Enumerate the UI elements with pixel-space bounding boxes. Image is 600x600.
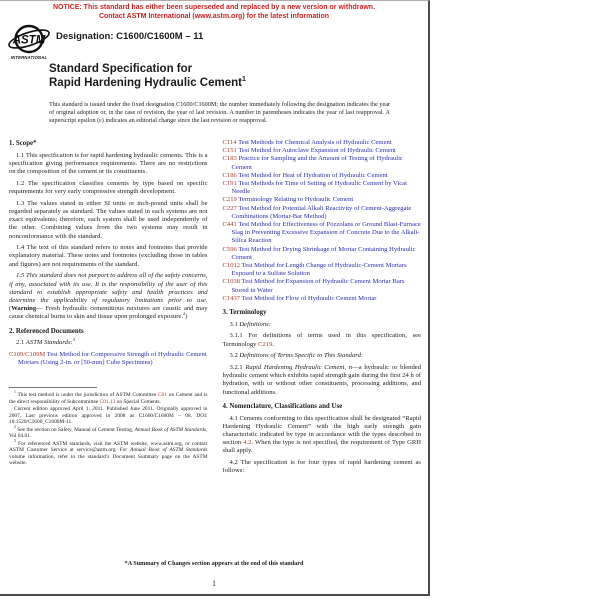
notice-line-2: Contact ASTM International (www.astm.org) for the latest information	[98, 12, 330, 20]
left-column	[9, 139, 208, 479]
ref-link-C219[interactable]: C219	[222, 196, 237, 204]
title-footnote-marker: 1	[241, 75, 246, 83]
reference-entry	[223, 246, 422, 262]
paragraph: 2.1 ASTM Standards:$^3$	[16, 337, 75, 347]
reference-entry	[223, 139, 422, 147]
astm-logo	[6, 24, 52, 60]
ref-title: Test Method for Effectiveness of Pozzolans or Ground Blast-Furnace Slag in Preventing Excessive Expansion of Concrete Due to the Alkali-Silica Reaction	[231, 221, 421, 245]
reference-entry	[223, 147, 422, 155]
ref-title: Test Method for Flow of Hydraulic Cement Mortar	[240, 294, 377, 302]
ref-link-C01.13[interactable]: C01.13	[99, 398, 116, 405]
doc-title-line-2: Rapid Hardening Hydraulic Cement$^1$	[49, 75, 246, 89]
body-columns	[9, 139, 421, 479]
ref-link-C186[interactable]: C186	[222, 171, 237, 179]
reference-entry	[223, 278, 422, 294]
ref-link-C191[interactable]: C191	[222, 180, 237, 188]
ref-title: Test Method for Drying Shrinkage of Mortar Containing Hydraulic Cement	[231, 245, 416, 261]
reference-entry	[223, 155, 422, 171]
reference-entry	[223, 196, 422, 204]
ref-link-C1012[interactable]: C1012	[222, 262, 241, 270]
paragraph: 1.3 The values stated in either SI units or inch-pound units shall be regarded separately as standard. The values stated in each systems are not exact equivalents; therefore, each system shall be used independently of the other. Combining values from the two systems may result in nonconformance with the standard.	[9, 199, 208, 240]
reference-entry	[223, 172, 422, 180]
footnote: Current edition approved April 1, 2011. Published June 2011. Originally approved in 2007. Last previous edition approved in 2008 as C1600/C1600M – 08. DOI: 10.1520/C1600_C1600M-11.	[9, 406, 208, 426]
paragraph: 4.2 The specification is for four types of rapid hardening cement as follows:	[222, 459, 421, 475]
doc-title	[49, 63, 246, 90]
ref-link-C227[interactable]: C227	[222, 204, 237, 212]
ref-title: Practice for Sampling and the Amount of Testing of Hydraulic Cement	[231, 155, 403, 171]
ref-title: Test Method for Potential Alkali Reactivity of Cement-Aggregate Combinations (Mortar-Bar Method)	[231, 204, 412, 220]
paragraph: 1.5 This standard does not purport to address all of the safety concerns, if any, associated with its use. It is the responsibility of the user of this standard to establish appropriate safety and health practices and determine the applicability of regulatory limitations prior to use. (Warning— Fresh hydraulic cementitious mixtures are caustic and may cause chemical burns to skin and tissue upon prolonged exposure.$^2$)	[9, 272, 208, 321]
paragraph: 3.1.1 For definitions of terms used in this specification, see Terminology C219.	[222, 332, 421, 348]
superseded-notice	[0, 4, 428, 21]
footnote: $^1$ This test method is under the jurisdiction of ASTM Committee C01 on Cement and is the direct responsibility of Subcommittee C01.13 on Special Cements.	[9, 390, 208, 405]
paragraph: 1.4 The text of this standard refers to notes and footnotes that provide explanatory material. These notes and footnotes (excluding those in tables and figures) are not requirements of the standard.	[9, 244, 208, 268]
ref-link-C109/C109M[interactable]: C109/C109M	[9, 350, 46, 358]
section-heading: 3. Terminology	[222, 309, 267, 317]
ref-title: Test Method for Compressive Strength of Hydraulic Cement Mortars (Using 2-in. or [50-mm] Cube Specimens)	[18, 350, 207, 367]
paragraph: 1.2 The specification classifies cements by type based on specific requirements for very early compressive strength development.	[9, 179, 208, 196]
paragraph: 3.1 Definitions:	[229, 320, 271, 328]
intro-paragraph: This standard is issued under the fixed designation C1600/C1600M; the number immediately following the designation indicates the year of original adoption or, in the case of revision, the year of last revision. A number in parentheses indicates the year of last reapproval. A superscript epsilon (ε) indicates an editorial change since the last revision or reapproval.	[49, 101, 390, 124]
reference-entry	[9, 351, 208, 367]
svg-text:ASTM: ASTM	[12, 34, 46, 47]
ref-link-C219[interactable]: C219	[258, 340, 273, 348]
paragraph: 1.1 This specification is for rapid hardening hydraulic cements. This is a specification giving performance requirements. There are no restrictions on the composition of the cement or its constituents.	[9, 151, 208, 176]
doc-title-line-1: Standard Specification for	[49, 63, 193, 75]
paragraph: 3.2.1 Rapid Hardening Hydraulic Cement, n—a hydraulic or blended hydraulic cement which exhibits rapid strength gain during the first 24 h of hydration, with or without other constituents, processing additions, and functional additions.	[222, 364, 421, 396]
designation-text: Designation: C1600/C1600M – 11	[56, 31, 204, 42]
ref-link-4.2[interactable]: 4.2	[243, 439, 252, 447]
ref-title: Terminology Relating to Hydraulic Cement	[236, 196, 354, 204]
section-heading: 4. Nomenclature, Classifications and Use	[222, 402, 343, 410]
footnote: $^2$ See the section on Safety, Manual of Cement Testing, Annual Book of ASTM Standards, Vol 04.01.	[9, 425, 208, 440]
reference-entry	[223, 221, 422, 246]
ref-link-C183[interactable]: C183	[222, 155, 237, 163]
page-number: 1	[212, 579, 216, 588]
section-heading: 1. Scope*	[9, 140, 37, 147]
ref-title: Test Methods for Time of Setting of Hydraulic Cement by Vicat Needle	[231, 180, 407, 196]
ref-link-C01[interactable]: C01	[158, 392, 168, 399]
right-column	[223, 139, 422, 479]
logo-international-text: INTERNATIONAL	[10, 55, 48, 60]
reference-entry	[223, 262, 422, 278]
ref-title: Test Method for Autoclave Expansion of Hydraulic Cement	[236, 147, 396, 155]
ref-link-C596[interactable]: C596	[222, 245, 237, 253]
notice-line-1: NOTICE: This standard has either been superseded and replaced by a new version or withdrawn.	[52, 4, 376, 11]
reference-entry	[223, 295, 422, 303]
paragraph: 3.2 Definitions of Terms Specific to This Standard:	[229, 352, 364, 360]
reference-entry	[223, 205, 422, 221]
reference-entry	[223, 180, 422, 196]
footnote: $^3$ For referenced ASTM standards, visit the ASTM website, www.astm.org, or contact ASTM Customer Service at service@astm.org. For Annual Book of ASTM Standards volume information, refer to the standard’s Document Summary page on the ASTM website.	[9, 439, 208, 467]
ref-title: Test Method for Expansion of Hydraulic Cement Mortar Bars Stored in Water	[231, 278, 405, 294]
astm-logo-emblem	[7, 24, 51, 56]
ref-link-C1437[interactable]: C1437	[222, 294, 241, 302]
paragraph: 4.1 Cements conforming to this specification shall be designated “Rapid Hardening Hydraulic Cement” with the high early strength gain characteristic indicated by type in accordance with the types described in section 4.2. When the type is not specified, the requirement of Type GRH shall apply.	[222, 414, 421, 455]
ref-title: Test Methods for Chemical Analysis of Hydraulic Cement	[236, 139, 392, 146]
ref-link-C441[interactable]: C441	[222, 221, 237, 229]
ref-title: Test Method for Length Change of Hydraulic-Cement Mortars Exposed to a Sulfate Solution	[231, 262, 407, 278]
ref-link-C1038[interactable]: C1038	[222, 278, 241, 286]
footnote-divider	[9, 387, 97, 388]
section-heading: 2. Referenced Documents	[9, 327, 84, 335]
ref-link-C114[interactable]: C114	[222, 139, 237, 146]
summary-of-changes-note: *A Summary of Changes section appears at the end of this standard	[124, 560, 304, 567]
ref-title: Test Method for Heat of Hydration of Hydraulic Cement	[236, 171, 388, 179]
ref-link-C151[interactable]: C151	[222, 147, 237, 155]
